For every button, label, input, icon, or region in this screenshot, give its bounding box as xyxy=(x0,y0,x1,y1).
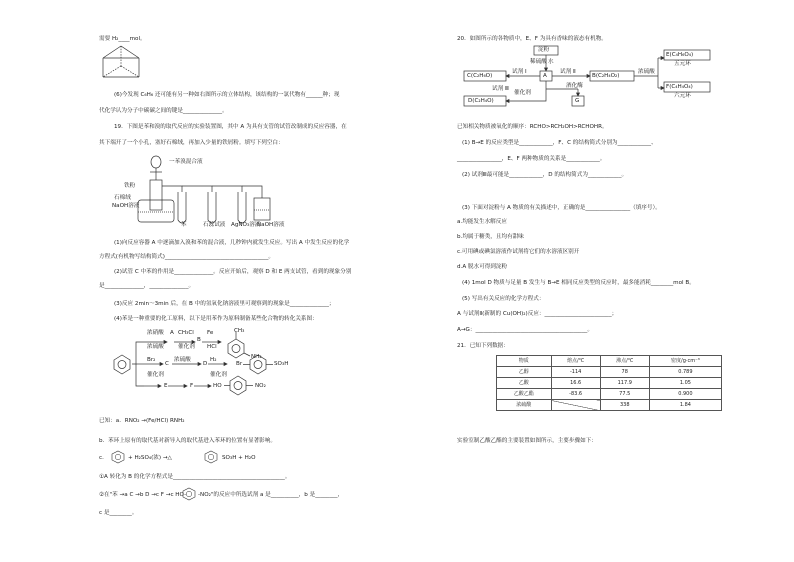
option-b: b.均属于糖类，且均有甜味 xyxy=(457,234,524,240)
question-r5b: A→G：________________________________________。 xyxy=(457,327,593,333)
benzene-ring-icon xyxy=(181,487,197,501)
group-so3h: SO₃H xyxy=(274,361,289,367)
benzene-ring-icon xyxy=(203,450,219,464)
table-row xyxy=(497,389,722,400)
rxn-label-5c: 催化剂 xyxy=(210,372,227,378)
question-1b: 方程式(有机物写结构简式)_____________________________________。 xyxy=(99,254,274,260)
label-water: 水 xyxy=(548,59,554,65)
table-cell: 浓硫酸 xyxy=(497,400,552,411)
table-cell: 117.9 xyxy=(600,378,649,389)
label-tube-c: 石蕊试液 xyxy=(203,222,226,228)
node-a: A xyxy=(543,73,547,79)
table-header: 物质 xyxy=(497,356,552,367)
table-cell: 0.789 xyxy=(649,367,721,378)
benzene-reaction-scheme xyxy=(100,328,370,406)
node-d: D xyxy=(203,361,208,367)
question-reagents: ②在"苯 →a C →b D →c F →c HO- xyxy=(99,492,187,498)
known-c-rxn: + H₂SO₄(浓) →△ xyxy=(128,455,172,461)
table-cell: 0.900 xyxy=(649,389,721,400)
table-cell: 16.6 xyxy=(551,378,600,389)
known-c: c． xyxy=(99,455,108,461)
question-3: (3)反应 2min～3min 后，在 B 中的氢氧化钠溶液里可观察到的现象是______________； xyxy=(114,301,335,307)
node-b: B(C₂H₄O₂) xyxy=(592,73,620,79)
label-reagent-1: 试剂 Ⅰ xyxy=(512,69,527,75)
node-e: E(C₄H₆O₄) xyxy=(666,52,694,58)
h2-line: 需要 H₂____mol。 xyxy=(99,36,146,42)
label-naoh: NaOH溶液 xyxy=(112,203,140,209)
node-b: B xyxy=(197,337,201,343)
table-header: 密度/g·cm⁻³ xyxy=(649,356,721,367)
rxn-label-5b: H₂ xyxy=(210,357,217,363)
known-c-rxn2: SO₃H + H₂O xyxy=(222,455,256,461)
rxn-label-3b: HCl xyxy=(207,344,217,350)
table-header: 熔点/℃ xyxy=(551,356,600,367)
label-dilute-acid: 稀硫酸 xyxy=(530,59,547,65)
table-cell: 乙酸 xyxy=(497,378,552,389)
rxn-label-5a: 浓硫酸 xyxy=(174,357,191,363)
question-1: (1)向反应容器 A 中逐滴加入溴和苯的混合液，几秒钟内就发生反应。写出 A 中发生反应的化学 xyxy=(114,240,350,246)
group-ho: HO xyxy=(213,383,222,389)
question-19: 19．下图是苯和溴的取代反应的实验装置图，其中 A 为具有支管的试管改制成的反应容器，在 xyxy=(114,124,347,130)
label-zymase: 酒化酶 xyxy=(566,83,583,89)
known-a: 已知：a．RNO₂ →(Fe/HCl) RNH₂ xyxy=(99,418,185,424)
node-d: D(C₂H₄O) xyxy=(468,98,494,104)
label-reagent-2: 试剂 Ⅱ xyxy=(560,69,576,75)
question-6b: 代化学认为分子中碳碳之间的键是______________。 xyxy=(99,108,228,114)
question-r2: (2) 试剂Ⅲ最可能是____________，D 的结构简式为____________。 xyxy=(462,172,628,178)
question-r1b: ________________，E、F 两种物质的关系是____________。 xyxy=(457,156,606,162)
question-2b: 是______________，______________。 xyxy=(99,283,195,289)
benzene-ring-icon xyxy=(110,450,126,464)
node-f: F xyxy=(190,383,194,389)
table-cell: -114 xyxy=(551,367,600,378)
question-a-to-b: ①A 转化为 B 的化学方程式是________________________________________。 xyxy=(99,474,291,480)
node-c: C(C₂H₆O) xyxy=(467,73,493,79)
rxn-label-4a: Br₂ xyxy=(147,357,156,363)
known-order: 已知相关物质被氧化的顺序：RCHO>RCH₂OH>RCHOHR。 xyxy=(457,124,608,130)
question-reagents-3: c 是________。 xyxy=(99,510,138,516)
table-header: 沸点/℃ xyxy=(600,356,649,367)
node-g: G xyxy=(575,98,580,104)
question-reagents-2: -NO₂"的反应中所选试剂 a 是__________，b 是________， xyxy=(198,492,344,498)
table-cell: 乙酸乙酯 xyxy=(497,389,552,400)
label-tube-e: NaOH溶液 xyxy=(257,222,285,228)
question-19b: 其下端开了一个小孔，塞好石棉绒，再加入少量的铁屑粉。填写下列空白： xyxy=(99,140,284,146)
label-reagent-3: 试剂 Ⅲ xyxy=(492,86,509,92)
label-iron: 铁粉 xyxy=(124,183,136,189)
label-tube-d: AgNO₃溶液 xyxy=(231,222,261,228)
question-r3: (3) 下面对淀粉与 A 物质的有关描述中，正确的是________________（填序号）。 xyxy=(462,205,661,211)
question-21-text: 实验室制乙酸乙酯的主要装置如图所示，主要步骤如下： xyxy=(457,438,597,444)
table-cell: 1.84 xyxy=(649,400,721,411)
table-cell: 338 xyxy=(600,400,649,411)
group-no2: NO₂ xyxy=(255,383,266,389)
question-6: (6)今发现 C₆H₆ 还可能有另一种如右图所示的立体结构，该结构的一氯代物有______种；现 xyxy=(114,92,340,98)
question-2: (2)试管 C 中苯的作用是______________。反应开始后，观察 D 和 E 两支试管，看到的现象分别 xyxy=(114,269,352,275)
table-cell: 1.05 xyxy=(649,378,721,389)
node-a: A xyxy=(170,330,174,336)
node-f: F(C₄H₄O₄) xyxy=(666,84,693,90)
table-header-row xyxy=(497,356,722,367)
question-r1: (1) B→E 的反应类型是____________，F、C 的结构简式分别为____________、 xyxy=(462,140,657,146)
table-cell: 乙醇 xyxy=(497,367,552,378)
node-e-ring: 五元环 xyxy=(674,61,691,67)
group-br: Br xyxy=(236,361,243,367)
rxn-label-2b: 催化剂 xyxy=(178,344,195,350)
known-b: b．苯环上原有的取代基对新导入的取代基进入苯环的位置有显著影响。 xyxy=(99,438,276,444)
label-asbestos: 石棉绒 xyxy=(114,195,131,201)
group-nh2: NH₂ xyxy=(251,354,262,360)
label-catalyst: 催化剂 xyxy=(514,90,531,96)
rxn-label-3a: Fe xyxy=(207,330,214,336)
question-r5: (5) 写出有关反应的化学方程式： xyxy=(462,296,545,302)
option-d: d.A 脱水可得到淀粉 xyxy=(457,264,508,270)
prism-structure-figure xyxy=(100,44,142,82)
question-20: 20．如图所示的各物质中，E、F 为具有香味的液态有机物。 xyxy=(457,36,607,42)
node-c: C xyxy=(165,361,169,367)
label-mixture: 一苯溴混合液 xyxy=(169,159,203,165)
rxn-label-2a: CH₃Cl xyxy=(178,330,194,336)
node-starch: 淀粉 xyxy=(538,47,550,53)
physical-data-table xyxy=(496,355,722,411)
table-row xyxy=(497,367,722,378)
node-f-ring: 六元环 xyxy=(674,93,691,99)
question-21: 21．已知下列数据： xyxy=(457,343,509,349)
option-a: a.均能发生水解反应 xyxy=(457,219,507,225)
label-tube-b: 苯 xyxy=(181,222,187,228)
label-conc-acid: 浓硫酸 xyxy=(638,69,655,75)
rxn-label-4b: 催化剂 xyxy=(147,372,164,378)
table-cell: -83.6 xyxy=(551,389,600,400)
question-r4: (4) 1mol D 物质与足量 B 发生与 B→E 相同反应类型的反应时，最多能消耗________mol B。 xyxy=(462,280,695,286)
table-cell: 78 xyxy=(600,367,649,378)
group-ch3: CH₃ xyxy=(234,328,245,334)
node-e: E xyxy=(164,383,168,389)
table-row xyxy=(497,400,722,411)
question-r5a: A 与试剂Ⅱ(新制的 Cu(OH)₂)反应：________________________； xyxy=(457,311,618,317)
table-cell-diagonal xyxy=(551,400,600,411)
question-4: (4)苯是一种重要的化工原料，以下是用苯作为原料制备某些化合物的转化关系图： xyxy=(114,316,318,322)
rxn-label-1a: 浓硝酸 xyxy=(147,330,164,336)
table-cell: 77.5 xyxy=(600,389,649,400)
rxn-label-1b: 浓硫酸 xyxy=(147,344,164,350)
table-row xyxy=(497,378,722,389)
option-c: c.可用碘或碘氯溶液作试剂将它们的水溶液区别开 xyxy=(457,249,580,255)
